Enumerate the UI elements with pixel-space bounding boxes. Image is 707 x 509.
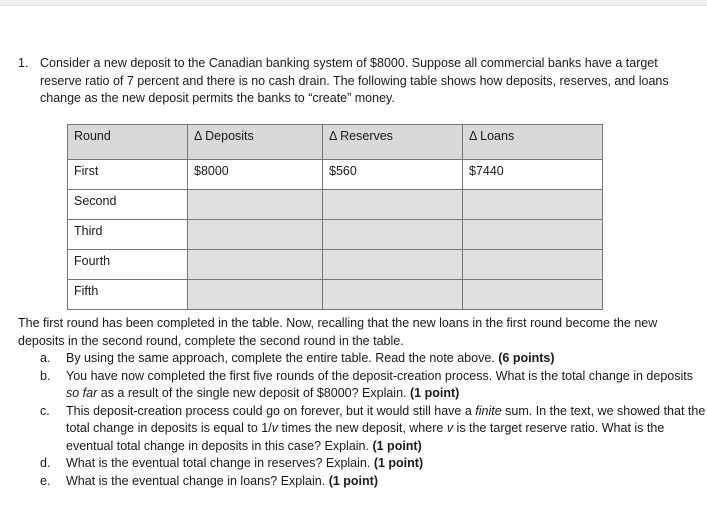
loans-cell[interactable] bbox=[463, 250, 603, 280]
item-text: You have now completed the first five rounds of the deposit-creation process. What is the total change in deposits bbox=[66, 368, 693, 383]
round-label: Fifth bbox=[68, 280, 188, 310]
loans-cell: $7440 bbox=[463, 160, 603, 190]
item-points: (1 point) bbox=[373, 456, 424, 470]
item-emphasis: v bbox=[271, 421, 278, 435]
reserves-cell[interactable] bbox=[323, 190, 463, 220]
table-row bbox=[68, 250, 603, 280]
item-marker: a. bbox=[40, 351, 51, 365]
item-text: times the new deposit, where bbox=[281, 421, 444, 435]
header-loans: Δ Loans bbox=[463, 125, 603, 160]
question-number: 1. bbox=[18, 56, 29, 70]
list-item bbox=[18, 455, 707, 473]
top-bar bbox=[0, 0, 707, 6]
deposit-table bbox=[67, 124, 603, 310]
reserves-cell[interactable] bbox=[323, 220, 463, 250]
item-emphasis: v bbox=[446, 421, 454, 435]
list-item bbox=[18, 350, 707, 368]
sub-question-list bbox=[18, 350, 707, 490]
item-emphasis: so far bbox=[66, 386, 98, 400]
item-marker: e. bbox=[40, 473, 51, 488]
deposits-cell[interactable] bbox=[188, 220, 323, 250]
item-text: This deposit-creation process could go on forever, but it would still have a bbox=[66, 403, 472, 418]
round-label: Third bbox=[68, 220, 188, 250]
round-label: Second bbox=[68, 190, 188, 220]
question-header bbox=[18, 55, 702, 108]
deposits-cell[interactable] bbox=[188, 250, 323, 280]
loans-cell[interactable] bbox=[463, 190, 603, 220]
item-text: By using the same approach, complete the entire table. Read the note above. bbox=[66, 351, 495, 365]
deposits-cell[interactable] bbox=[188, 280, 323, 310]
item-points: (1 point) bbox=[328, 473, 378, 488]
item-text: sum. In the text, we showed that the total change in deposits is equal to 1/ bbox=[66, 403, 706, 435]
instruction-paragraph: The first round has been completed in the table. Now, recalling that the new loans in the first round become the new deposits in the second round, complete the second round in the table. bbox=[18, 316, 658, 348]
question-text: Consider a new deposit to the Canadian banking system of $8000. Suppose all commercial banks have a target reserve ratio of 7 percent and there is no cash drain. The following table shows how deposits, reserves, and loans change as the new deposit permits the banks to “create” money. bbox=[40, 56, 669, 105]
loans-cell[interactable] bbox=[463, 280, 603, 310]
item-points: (6 points) bbox=[498, 351, 555, 365]
reserves-cell[interactable] bbox=[323, 280, 463, 310]
table-row bbox=[68, 280, 603, 310]
header-round: Round bbox=[68, 125, 188, 160]
item-emphasis: finite bbox=[475, 403, 502, 418]
item-text: What is the eventual total change in reserves? Explain. bbox=[66, 456, 371, 470]
table-row bbox=[68, 160, 603, 190]
loans-cell[interactable] bbox=[463, 220, 603, 250]
table-header-row bbox=[68, 125, 603, 160]
round-label: Fourth bbox=[68, 250, 188, 280]
list-item bbox=[18, 368, 707, 403]
header-deposits: Δ Deposits bbox=[188, 125, 323, 160]
round-label: First bbox=[68, 160, 188, 190]
table-row bbox=[68, 190, 603, 220]
item-text: What is the eventual change in loans? Explain. bbox=[66, 473, 326, 488]
list-item bbox=[18, 403, 707, 456]
item-marker: b. bbox=[40, 368, 51, 383]
list-item bbox=[18, 473, 707, 491]
deposits-cell[interactable] bbox=[188, 190, 323, 220]
item-text: as a result of the single new deposit of $8000? Explain. bbox=[100, 386, 407, 400]
table-row bbox=[68, 220, 603, 250]
deposits-cell: $8000 bbox=[188, 160, 323, 190]
item-points: (1 point) bbox=[410, 386, 460, 400]
reserves-cell[interactable] bbox=[323, 250, 463, 280]
item-text: is the target reserve ratio. What is the eventual total change in deposits in this case? Explain. bbox=[66, 421, 665, 453]
item-marker: c. bbox=[40, 403, 50, 418]
reserves-cell: $560 bbox=[323, 160, 463, 190]
item-marker: d. bbox=[40, 456, 51, 470]
item-points: (1 point) bbox=[372, 438, 422, 453]
header-reserves: Δ Reserves bbox=[323, 125, 463, 160]
